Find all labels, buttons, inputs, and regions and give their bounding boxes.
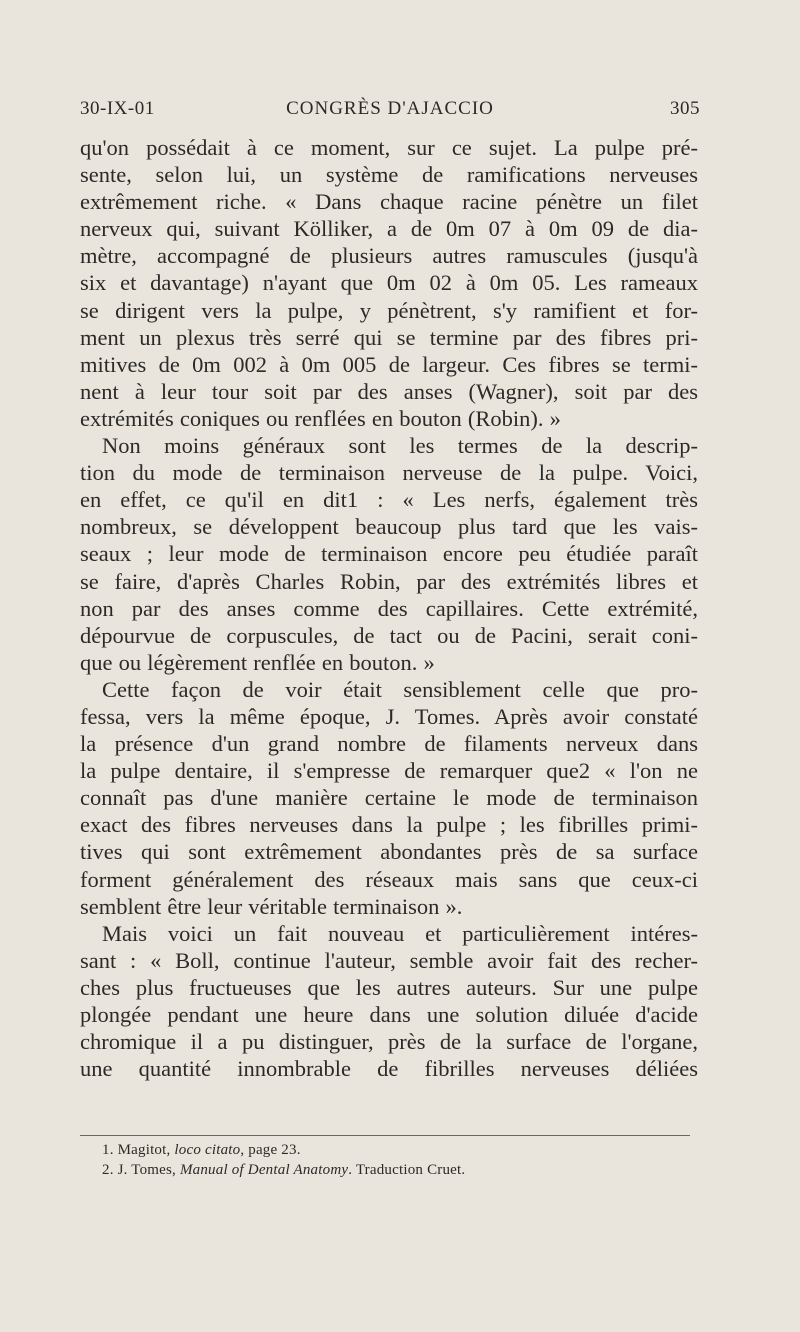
text-line: fessa, vers la même époque, J. Tomes. Après avoir constaté <box>80 703 698 729</box>
header-title: CONGRÈS D'AJACCIO <box>286 98 494 119</box>
text-line: en effet, ce qu'il en dit1 : « Les nerfs, également très <box>80 487 698 513</box>
text-line: non par des anses comme des capillaires. Cette extrémité, <box>80 595 698 621</box>
text-line: extrêmement riche. « Dans chaque racine pénètre un filet <box>80 189 698 215</box>
text-line: nombreux, se développent beaucoup plus tard que les vais- <box>80 514 698 540</box>
text-line: tives qui sont extrêmement abondantes près de sa surface <box>80 839 698 865</box>
text-line: dépourvue de corpuscules, de tact ou de Pacini, serait coni- <box>80 622 698 648</box>
text-line: la pulpe dentaire, il s'empresse de remarquer que2 « l'on ne <box>80 758 698 784</box>
text-line: se dirigent vers la pulpe, y pénètrent, s'y ramifient et for- <box>80 297 698 323</box>
text-line: mitives de 0m 002 à 0m 005 de largeur. Ces fibres se termi- <box>80 351 698 377</box>
text-line: Cette façon de voir était sensiblement celle que pro- <box>102 676 698 702</box>
text-line: connaît pas d'une manière certaine le mode de terminaison <box>80 785 698 811</box>
footnote-divider <box>80 1135 690 1136</box>
text-line: une quantité innombrable de fibrilles nerveuses déliées <box>80 1056 698 1082</box>
page-number: 305 <box>670 98 700 119</box>
text-line: nent à leur tour soit par des anses (Wagner), soit par des <box>80 378 698 404</box>
footnote-1 <box>80 1140 700 1160</box>
text-line: seaux ; leur mode de terminaison encore peu étudiée paraît <box>80 541 698 567</box>
footnote-work-title: loco citato <box>174 1142 241 1158</box>
text-line: Non moins généraux sont les termes de la descrip- <box>102 433 698 459</box>
text-line: qu'on possédait à ce moment, sur ce sujet. La pulpe pré- <box>80 135 698 160</box>
text-line: six et davantage) n'ayant que 0m 02 à 0m 05. Les rameaux <box>80 270 698 296</box>
footnote-detail: . Traduction Cruet. <box>348 1162 466 1178</box>
text-line: nerveux qui, suivant Kölliker, a de 0m 07 à 0m 09 de dia- <box>80 216 698 242</box>
text-line: extrémités coniques ou renflées en bouton (Robin). » <box>80 405 561 431</box>
footnote-number: 1. <box>102 1142 114 1158</box>
text-line: se faire, d'après Charles Robin, par des extrémités libres et <box>80 568 698 594</box>
running-header <box>80 98 700 128</box>
text-line: que ou légèrement renflée en bouton. » <box>80 649 435 675</box>
text-line: ches plus fructueuses que les autres auteurs. Sur une pulpe <box>80 974 698 1000</box>
text-line: la présence d'un grand nombre de filaments nerveux dans <box>80 731 698 757</box>
footnote-author: J. Tomes, <box>113 1162 180 1178</box>
text-line: exact des fibres nerveuses dans la pulpe ; les fibrilles primi- <box>80 812 698 838</box>
footnote-work-title: Manual of Dental Anatomy <box>179 1162 349 1178</box>
footnote-author: Magitot, <box>113 1142 175 1158</box>
text-line: sant : « Boll, continue l'auteur, semble avoir fait des recher- <box>80 947 698 973</box>
text-line: chromique il a pu distinguer, près de la surface de l'organe, <box>80 1029 698 1055</box>
footnote-detail: , page 23. <box>240 1142 301 1158</box>
text-line: plongée pendant une heure dans une solution diluée d'acide <box>80 1002 698 1027</box>
text-line: sente, selon lui, un système de ramifications nerveuses <box>80 162 698 188</box>
text-line: ment un plexus très serré qui se termine par des fibres pri- <box>80 324 698 350</box>
footnote-2 <box>80 1160 700 1180</box>
text-line: Mais voici un fait nouveau et particulièrement intéres- <box>102 920 698 946</box>
text-line: forment généralement des réseaux mais sans que ceux-ci <box>80 866 698 892</box>
footnotes <box>80 1140 700 1180</box>
footnote-number: 2. <box>102 1162 114 1178</box>
text-line: mètre, accompagné de plusieurs autres ramuscules (jusqu'à <box>80 243 698 269</box>
header-date: 30-IX-01 <box>80 98 155 119</box>
text-line: tion du mode de terminaison nerveuse de la pulpe. Voici, <box>80 460 698 486</box>
text-line: semblent être leur véritable terminaison ». <box>80 893 463 919</box>
body-text <box>80 134 698 1082</box>
